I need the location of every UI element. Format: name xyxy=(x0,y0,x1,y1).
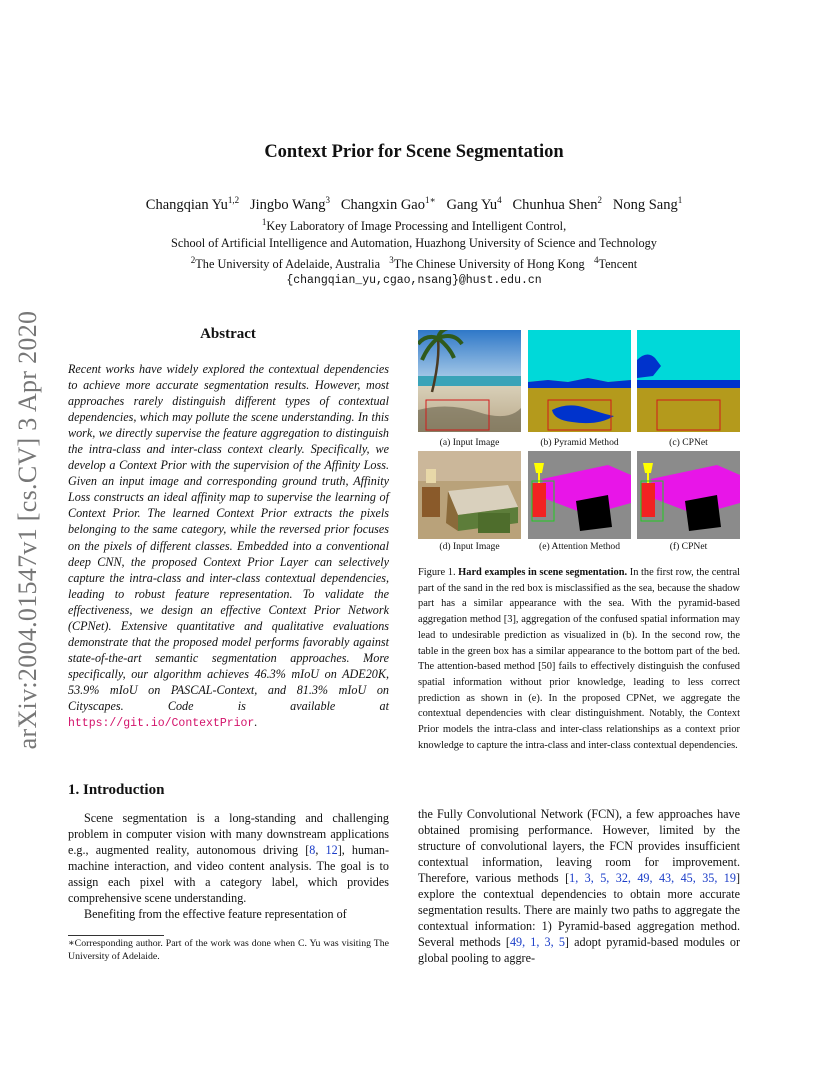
paragraph: Scene segmentation is a long-standing and challenging problem in computer vision with many downstream applications e.g., augmented reality, autonomous driving [8, 12], human-machine interaction, and video content analysis. The goal is to assign each pixel with a category label, which provides comprehensive scene understanding. xyxy=(68,811,389,906)
introduction-text xyxy=(68,810,389,922)
author: Changxin Gao$^{1∗}$ xyxy=(340,195,436,213)
figure-1 xyxy=(418,330,740,555)
citation-link[interactable]: 12 xyxy=(325,843,338,858)
paper-title: Context Prior for Scene Segmentation xyxy=(264,142,564,162)
affiliation-2: School of Artificial Intelligence and Automation, Huazhong University of Science and Technology xyxy=(171,236,657,250)
subcaption: (e) Attention Method xyxy=(539,541,620,552)
section-heading-introduction: 1. Introduction xyxy=(68,782,165,798)
subcaption: (a) Input Image xyxy=(439,437,500,448)
attention-method-segmentation xyxy=(528,451,631,539)
pyramid-method-segmentation xyxy=(528,330,631,432)
citation-link[interactable]: 8 xyxy=(309,843,316,858)
subcaption: (f) CPNet xyxy=(669,541,708,552)
citation-link[interactable]: 49, 1, 3, 5 xyxy=(509,935,565,950)
author: Nong Sang$^1$ xyxy=(612,195,683,213)
cpnet-segmentation-bedroom xyxy=(637,451,740,539)
arxiv-sidebar xyxy=(6,290,50,770)
author: Gang Yu$^4$ xyxy=(446,195,502,213)
code-link[interactable]: https://git.io/ContextPrior xyxy=(68,717,255,731)
cpnet-segmentation-beach xyxy=(637,330,740,432)
affiliation-1: $^1$Key Laboratory of Image Processing and Intelligent Control, xyxy=(261,217,567,234)
introduction-text-continued: the Fully Convolutional Network (FCN), a few approaches have obtained promising performance. However, limited by the structure of convolutional layers, the FCN provides insufficient contextual information, leaving room for improvement. Therefore, various methods [1, 3, 5, 32, 49, 43, 45, 35, 19] explore the contextual dependencies to obtain more accurate segmentation results. There are mainly two paths to aggregate the contextual information: 1) Pyramid-based aggregation method. Several methods [49, 1, 3, 5] adopt pyramid-based modules or global pooling to aggre- xyxy=(418,807,740,966)
beach-input-image xyxy=(418,330,521,432)
bedroom-input-image xyxy=(418,451,521,539)
author: Changqian Yu$^{1,2}$ xyxy=(145,195,240,213)
abstract-text: Recent works have widely explored the contextual dependencies to achieve more accurate segmentation results. However, most approaches rarely distinguish different types of contextual dependencies, which may pollute the scene understanding. In this work, we directly supervise the feature aggregation to distinguish the intra-class and inter-class context clearly. Specifically, we develop a Context Prior with the supervision of the Affinity Loss. Given an input image and corresponding ground truth, Affinity Loss constructs an ideal affinity map to supervise the learning of Context Prior. The learned Context Prior extracts the pixels belonging to the same category, while the reversed prior focuses on the pixels of different classes. Embedded into a conventional deep CNN, the proposed Context Prior Layer can selectively capture the intra-class and inter-class contextual dependencies, leading to robust feature representation. To validate the effectiveness, we design an effective Context Prior Network (CPNet). Extensive quantitative and qualitative evaluations demonstrate that the proposed model performs favorably against state-of-the-art semantic segmentation approaches. More specifically, our algorithm achieves 46.3% mIoU on ADE20K, 53.9% mIoU on PASCAL-Context, and 81.3% mIoU on Cityscapes. Code is available at https://git.io/ContextPrior. xyxy=(68,362,389,731)
abstract-heading: Abstract xyxy=(200,326,256,342)
affiliation-3: $^2$The University of Adelaide, Australia $^3$The Chinese University of Hong Kong $^4$Tencent xyxy=(190,255,638,272)
author: Chunhua Shen$^2$ xyxy=(512,195,602,213)
paragraph: Benefiting from the effective feature representation of xyxy=(84,907,347,922)
author: Jingbo Wang$^3$ xyxy=(249,195,330,213)
arxiv-identifier: arXiv:2004.01547v1 [cs.CV] 3 Apr 2020 xyxy=(13,310,42,750)
author-email: {changqian_yu,cgao,nsang}@hust.edu.cn xyxy=(286,274,542,287)
subcaption: (d) Input Image xyxy=(439,541,500,552)
citation-link[interactable]: 1, 3, 5, 32, 49, 43, 45, 35, 19 xyxy=(569,871,736,886)
figure-1-caption: Figure 1. Hard examples in scene segmentation. In the first row, the central part of the sand in the red box is misclassified as the sea, because the shadow part has a similar appearance with the sea. With the pyramid-based aggregation method [3], aggregation of the confused spatial information may lead to undesirable prediction as visualized in (b). In the second row, the table in the green box has a similar appearance to the bottom part of the bed. The attention-based method [50] fails to effectively distinguish the confused spatial information without prior knowledge, leading to less correct prediction as shown in (e). In the proposed CPNet, we aggregate the contextual dependencies with clear distinguishment. Notably, the Context Prior models the intra-class and inter-class relationships as a context prior knowledge to capture the intra-class and inter-class contextual dependencies. xyxy=(418,567,740,751)
subcaption: (b) Pyramid Method xyxy=(540,437,619,448)
footnote: ∗Corresponding author. Part of the work was done when C. Yu was visiting The University of Adelaide. xyxy=(68,938,389,962)
footnote-divider xyxy=(68,935,164,936)
author-list xyxy=(0,195,828,214)
subcaption: (c) CPNet xyxy=(669,437,708,448)
